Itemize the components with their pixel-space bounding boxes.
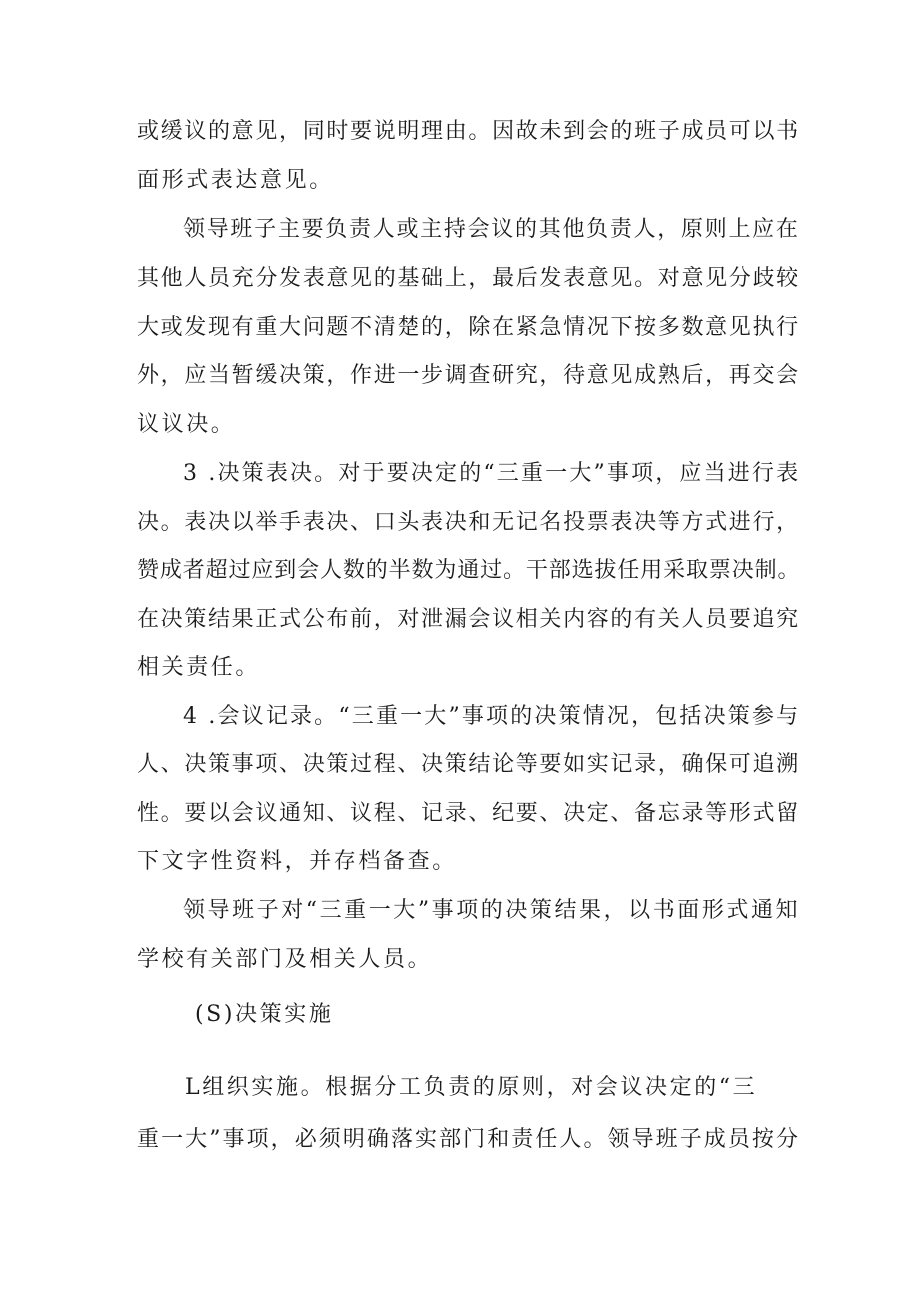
text-line: 在决策结果正式公布前，对泄漏会议相关内容的有关人员要追究 — [137, 607, 800, 632]
text-line: 或缓议的意见，同时要说明理由。因故未到会的班子成员可以书 — [137, 119, 800, 144]
text-line: 大或发现有重大问题不清楚的，除在紧急情况下按多数意见执行 — [137, 315, 800, 340]
paragraph-start-line: 领导班子主要负责人或主持会议的其他负责人，原则上应在 — [183, 217, 800, 242]
text-line: 重一大”事项，必须明确落实部门和责任人。领导班子成员按分 — [137, 1127, 801, 1152]
text-line: 其他人员充分发表意见的基础上，最后发表意见。对意见分歧较 — [137, 266, 800, 291]
paragraph-start-line: 领导班子对“三重一大”事项的决策结果，以书面形式通知 — [183, 898, 801, 923]
text-line: 决。表决以举手表决、口头表决和无记名投票表决等方式进行， — [137, 510, 800, 535]
text-line: 议议决。 — [137, 412, 236, 437]
paragraph-start-line: 4 .会议记录。“三重一大”事项的决策情况，包括决策参与 — [183, 704, 801, 729]
text-line: 外，应当暂缓决策，作进一步调查研究，待意见成熟后，再交会 — [137, 363, 800, 388]
text-line: 人、决策事项、决策过程、决策结论等要如实记录，确保可追溯 — [137, 752, 800, 777]
text-line: 学校有关部门及相关人员。 — [137, 947, 433, 972]
text-line: 面形式表达意见。 — [137, 168, 334, 193]
section-heading: (S)决策实施 — [195, 1002, 334, 1027]
text-line: 性。要以会议通知、议程、记录、纪要、决定、备忘录等形式留 — [137, 801, 800, 826]
paragraph-start-line: L组织实施。根据分工负责的原则，对会议决定的“三 — [185, 1075, 758, 1100]
text-line: 相关责任。 — [137, 655, 261, 680]
text-line: 赞成者超过应到会人数的半数为通过。干部选拔任用采取票决制。 — [137, 558, 801, 583]
paragraph-start-line: 3 .决策表决。对于要决定的“三重一大”事项，应当进行表 — [183, 461, 801, 486]
text-line: 下文字性资料，并存档备查。 — [137, 849, 457, 874]
